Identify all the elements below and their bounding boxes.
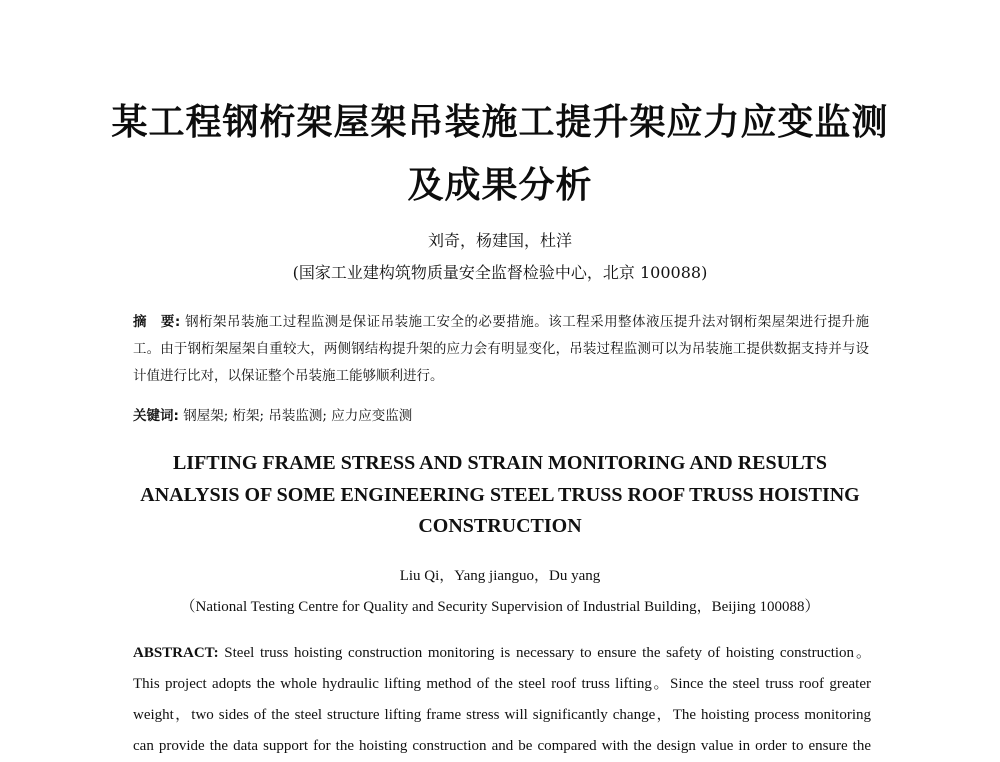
chinese-abstract-label: 摘 要: <box>133 314 181 330</box>
english-title-line-1: LIFTING FRAME STRESS AND STRAIN MONITORING AND RESULTS <box>172 452 828 474</box>
chinese-title-line-1: 某工程钢桁架屋架吊装施工提升架应力应变监测 <box>111 102 889 143</box>
chinese-keywords-text: 钢屋架; 桁架; 吊装监测; 应力应变监测 <box>183 408 413 424</box>
english-abstract-line-3: weight，two sides of the steel structure lifting frame stress will significantly change，The hoisting process monitoring <box>133 707 871 723</box>
chinese-keywords-label: 关键词: <box>133 408 179 424</box>
english-abstract <box>133 638 871 762</box>
english-abstract-line-1-text: Steel truss hoisting construction monitoring is necessary to ensure the safety of hoisting construction。 <box>224 645 872 661</box>
english-affiliation: （National Testing Centre for Quality and Security Supervision of Industrial Building，Beijing 100088） <box>180 599 820 615</box>
chinese-abstract-text: 钢桁架吊装施工过程监测是保证吊装施工安全的必要措施。该工程采用整体液压提升法对钢桁架屋架进行提升施工。由于钢桁架屋架自重较大，两侧钢结构提升架的应力会有明显变化，吊装过程监测可以为吊装施工提供数据支持并与设计值进行比对，以保证整个吊装施工能够顺利进行。 <box>133 314 870 384</box>
chinese-authors: 刘奇，杨建国，杜洋 <box>427 231 572 250</box>
english-title-line-2: ANALYSIS OF SOME ENGINEERING STEEL TRUSS ROOF TRUSS HOISTING <box>140 484 860 506</box>
chinese-affiliation: (国家工业建构筑物质量安全监督检验中心，北京 100088) <box>292 263 708 282</box>
english-authors: Liu Qi，Yang jianguo，Du yang <box>399 568 601 584</box>
english-abstract-label: ABSTRACT: <box>133 645 219 661</box>
chinese-keywords <box>133 404 869 424</box>
english-title-line-3: CONSTRUCTION <box>418 515 582 537</box>
english-abstract-line-4: can provide the data support for the hoisting construction and be compared with the design value in order to ensure the <box>133 738 871 754</box>
english-abstract-line-2: This project adopts the whole hydraulic lifting method of the steel roof truss lifting。Since the steel truss roof greater <box>133 676 871 692</box>
chinese-abstract <box>133 309 869 390</box>
english-abstract-line-1 <box>133 638 871 669</box>
chinese-title-line-2: 及成果分析 <box>407 165 593 206</box>
